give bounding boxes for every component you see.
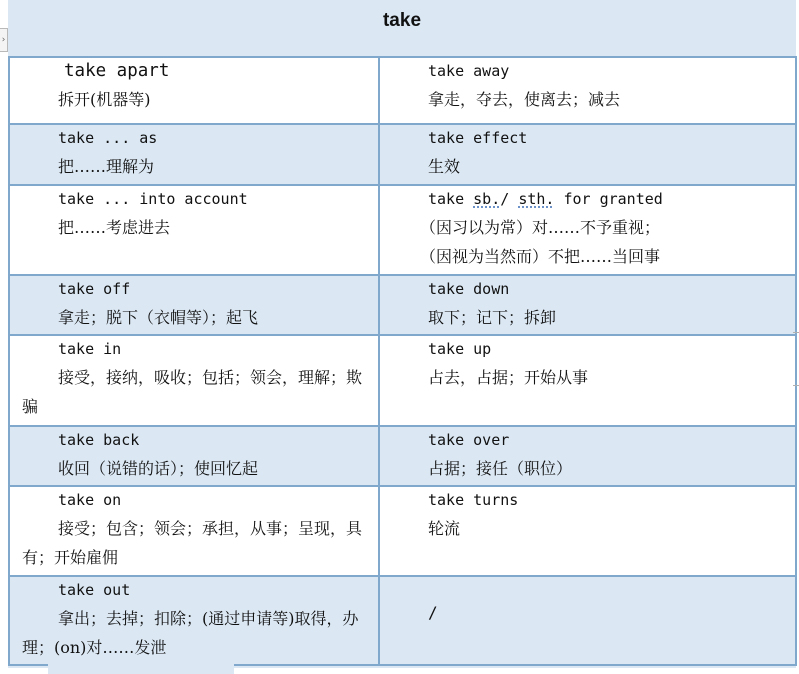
footer-strip	[48, 664, 234, 674]
phrase-meaning: 把……考虑进去	[58, 218, 171, 237]
phrase-term	[380, 186, 795, 213]
table-row	[9, 335, 796, 426]
phrase-term: take over	[428, 431, 510, 449]
phrase-meaning: 取下；记下；拆卸	[428, 308, 557, 327]
phrase-cell	[379, 335, 796, 426]
table-row	[9, 426, 796, 486]
phrase-meaning: 拿走；脱下（衣帽等）；起飞	[58, 308, 259, 327]
phrase-meaning: 轮流	[428, 519, 461, 538]
phrase-meaning: 占据；接任（职位）	[428, 459, 573, 478]
phrase-cell	[379, 124, 796, 185]
phrase-cell	[9, 275, 379, 335]
phrase-meaning: 占去，占据；开始从事	[428, 368, 589, 387]
phrase-meaning: （因习以为常）对……不予重视；	[420, 218, 661, 237]
phrase-meaning: 接受，接纳，吸收；包括；领会，理解；欺骗	[22, 368, 363, 416]
phrase-meaning: 拿走，夺去，使离去；减去	[428, 90, 621, 109]
phrase-cell	[9, 57, 379, 124]
phrase-term: take apart	[64, 61, 170, 81]
phrase-cell	[379, 486, 796, 576]
phrase-cell	[9, 185, 379, 275]
phrase-term: take down	[428, 280, 510, 298]
phrase-term: take off	[58, 280, 131, 298]
phrase-term: take ... as	[58, 129, 158, 147]
phrase-term: take ... into account	[58, 190, 248, 208]
phrase-cell	[379, 275, 796, 335]
collapse-arrow-icon[interactable]: ›	[0, 28, 8, 52]
phrase-term: take turns	[428, 491, 519, 509]
table-row	[9, 124, 796, 185]
page-title: take	[382, 10, 422, 31]
phrase-meaning: 生效	[428, 157, 461, 176]
margin-tick	[793, 385, 799, 386]
phrase-cell	[379, 185, 796, 275]
table-row	[9, 185, 796, 275]
phrase-cell	[9, 124, 379, 185]
phrase-term: take in	[58, 340, 122, 358]
phrase-meaning: 拿出；去掉；扣除；(通过申请等)取得，办理；(on)对……发泄	[22, 609, 359, 657]
term-prefix: take	[428, 190, 474, 208]
phrase-meaning: 接受；包含；领会；承担，从事；呈现，具有；开始雇佣	[22, 519, 363, 567]
table-row	[9, 275, 796, 335]
term-sth: sth.	[518, 190, 555, 208]
empty-placeholder: /	[428, 603, 438, 622]
table-row	[9, 576, 796, 665]
phrase-meaning: （因视为当然而）不把……当回事	[420, 247, 661, 266]
phrase-cell	[379, 576, 796, 665]
phrase-term: take effect	[428, 129, 528, 147]
table-row	[9, 486, 796, 576]
phrase-cell	[9, 486, 379, 576]
term-suffix: for granted	[554, 190, 663, 208]
phrase-meaning: 把……理解为	[58, 157, 155, 176]
phrase-cell	[379, 426, 796, 486]
phrase-table	[8, 56, 797, 666]
margin-tick	[793, 332, 799, 333]
phrase-cell	[379, 57, 796, 124]
phrase-term: take out	[58, 581, 131, 599]
phrase-term: take up	[428, 340, 492, 358]
phrase-cell	[9, 426, 379, 486]
phrase-meaning: 收回（说错的话）；使回忆起	[58, 459, 259, 478]
table-row	[9, 57, 796, 124]
phrase-meaning: 拆开(机器等)	[58, 90, 151, 109]
phrase-term: take back	[58, 431, 140, 449]
term-sb: sb.	[473, 190, 501, 208]
title-bar	[8, 0, 796, 56]
phrase-term: take away	[428, 62, 510, 80]
term-separator: /	[500, 190, 519, 208]
phrase-term: take on	[58, 491, 122, 509]
phrase-cell	[9, 576, 379, 665]
phrase-cell	[9, 335, 379, 426]
